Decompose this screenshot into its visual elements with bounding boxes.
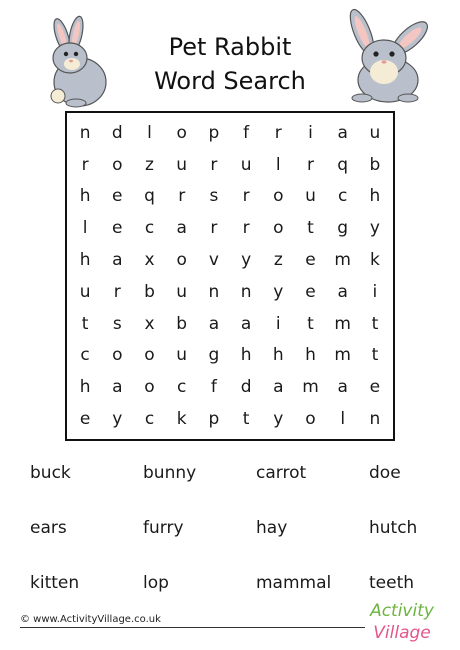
grid-letter: q xyxy=(144,186,155,207)
grid-letter: h xyxy=(272,345,284,366)
grid-letter: x xyxy=(144,313,155,334)
grid-letter: y xyxy=(112,409,123,430)
grid-letter: y xyxy=(369,218,380,239)
grid-letter: m xyxy=(302,377,319,398)
grid-letter: l xyxy=(340,409,346,430)
word-search-grid xyxy=(65,111,395,441)
grid-letter: g xyxy=(208,345,220,366)
grid-letter: c xyxy=(177,377,187,398)
grid-letter: i xyxy=(308,122,313,143)
grid-letter: p xyxy=(208,122,220,143)
grid-letter: r xyxy=(113,281,121,302)
grid-letter: f xyxy=(243,122,250,143)
grid-letter: u xyxy=(305,186,316,207)
grid-letter: i xyxy=(275,313,281,334)
grid-letter: u xyxy=(176,281,188,302)
grid-letter: b xyxy=(144,281,155,302)
word-list-item: lop xyxy=(143,573,169,593)
rabbit-right-illustration xyxy=(338,6,438,106)
grid-letter: h xyxy=(79,377,91,398)
grid-letter: c xyxy=(80,345,90,366)
grid-letter: b xyxy=(176,313,188,334)
grid-letter: a xyxy=(112,250,123,271)
grid-letter: t xyxy=(81,313,89,334)
grid-letter: s xyxy=(209,186,219,207)
grid-letter: b xyxy=(369,154,381,175)
grid-letter: e xyxy=(112,186,123,207)
grid-letter: h xyxy=(79,186,91,207)
grid-letter: m xyxy=(334,313,351,334)
word-list-item: mammal xyxy=(256,573,332,593)
grid-letter: o xyxy=(112,345,123,366)
grid-letter: l xyxy=(147,122,152,143)
grid-letter: h xyxy=(79,250,91,271)
grid-letter: r xyxy=(210,154,218,175)
grid-letter: s xyxy=(112,313,122,334)
grid-letter: v xyxy=(208,250,219,271)
title-line-2: Word Search xyxy=(154,67,306,95)
grid-letter: n xyxy=(208,281,220,302)
grid-letter: n xyxy=(79,122,91,143)
grid-letter: m xyxy=(334,250,351,271)
grid-letter: a xyxy=(337,122,348,143)
grid-letter: u xyxy=(240,154,252,175)
grid-letter: l xyxy=(275,154,281,175)
grid-letter: a xyxy=(208,313,220,334)
word-list-item: hay xyxy=(256,518,288,538)
grid-letter: q xyxy=(337,154,349,175)
grid-letter: o xyxy=(112,154,123,175)
grid-letter: h xyxy=(240,345,252,366)
word-list-item: hutch xyxy=(369,518,418,538)
grid-letter: h xyxy=(369,186,381,207)
grid-letter: r xyxy=(178,186,186,207)
grid-letter: e xyxy=(369,377,381,398)
rabbit-left-illustration xyxy=(36,10,116,110)
word-list-item: ears xyxy=(30,518,67,538)
grid-letter: t xyxy=(307,218,314,239)
grid-letter: n xyxy=(240,281,252,302)
grid-letter: u xyxy=(369,122,381,143)
grid-letter: a xyxy=(240,313,252,334)
grid-letter: c xyxy=(338,186,348,207)
activity-village-logo xyxy=(362,596,442,644)
grid-letter: t xyxy=(242,409,250,430)
grid-letter: y xyxy=(241,250,252,271)
grid-letter: o xyxy=(176,250,187,271)
grid-letter: l xyxy=(82,218,88,239)
grid-letter: u xyxy=(176,345,188,366)
grid-letter: o xyxy=(176,122,187,143)
grid-letter: a xyxy=(176,218,187,239)
logo-line-2: Village xyxy=(373,623,431,643)
grid-letter: d xyxy=(240,377,252,398)
word-list-item: bunny xyxy=(143,463,197,483)
title-line-1: Pet Rabbit xyxy=(168,33,292,61)
grid-letter: y xyxy=(273,281,284,302)
grid-letter: u xyxy=(79,281,91,302)
grid-letter: c xyxy=(144,409,155,430)
grid-letter: h xyxy=(305,345,316,366)
grid-letter: r xyxy=(242,218,250,239)
grid-letter: d xyxy=(111,122,123,143)
grid-letter: y xyxy=(273,409,284,430)
word-list-item: buck xyxy=(30,463,71,483)
word-list-item: kitten xyxy=(30,573,80,593)
grid-letter: a xyxy=(337,377,348,398)
grid-letter: k xyxy=(369,250,380,271)
logo-line-1: Activity xyxy=(370,601,434,621)
grid-letter: z xyxy=(145,154,154,175)
word-list-item: doe xyxy=(369,463,401,483)
grid-letter: a xyxy=(112,377,123,398)
grid-letter: r xyxy=(306,154,314,175)
grid-letter: e xyxy=(112,218,123,239)
grid-letter: o xyxy=(144,377,155,398)
grid-letter: o xyxy=(144,345,155,366)
footer-divider xyxy=(20,627,365,628)
word-list-item: furry xyxy=(143,518,184,538)
grid-letter: p xyxy=(208,409,220,430)
word-list-item: carrot xyxy=(256,463,307,483)
grid-letter: e xyxy=(79,409,91,430)
grid-letter: k xyxy=(176,409,187,430)
word-list-item: teeth xyxy=(369,573,415,593)
grid-letter: o xyxy=(305,409,316,430)
grid-letter: a xyxy=(337,281,348,302)
grid-letter: t xyxy=(371,345,379,366)
grid-letter: g xyxy=(337,218,349,239)
grid-letter: r xyxy=(242,186,250,207)
footer-copyright: © www.ActivityVillage.co.uk xyxy=(20,614,161,625)
grid-letter: f xyxy=(210,377,217,398)
grid-letter: a xyxy=(273,377,284,398)
grid-letter: o xyxy=(273,218,284,239)
grid-letter: r xyxy=(81,154,89,175)
grid-letter: t xyxy=(371,313,379,334)
grid-letter: r xyxy=(274,122,282,143)
grid-letter: e xyxy=(305,281,316,302)
grid-letter: x xyxy=(144,250,155,271)
page-title xyxy=(120,30,340,98)
grid-letter: n xyxy=(369,409,381,430)
grid-letter: m xyxy=(334,345,351,366)
grid-letter: e xyxy=(305,250,316,271)
grid-letter: t xyxy=(307,313,314,334)
grid-letter: o xyxy=(273,186,284,207)
grid-letter: z xyxy=(273,250,283,271)
grid-letter: i xyxy=(372,281,378,302)
grid-letter: r xyxy=(210,218,218,239)
grid-letter: u xyxy=(176,154,188,175)
grid-letter: c xyxy=(144,218,155,239)
